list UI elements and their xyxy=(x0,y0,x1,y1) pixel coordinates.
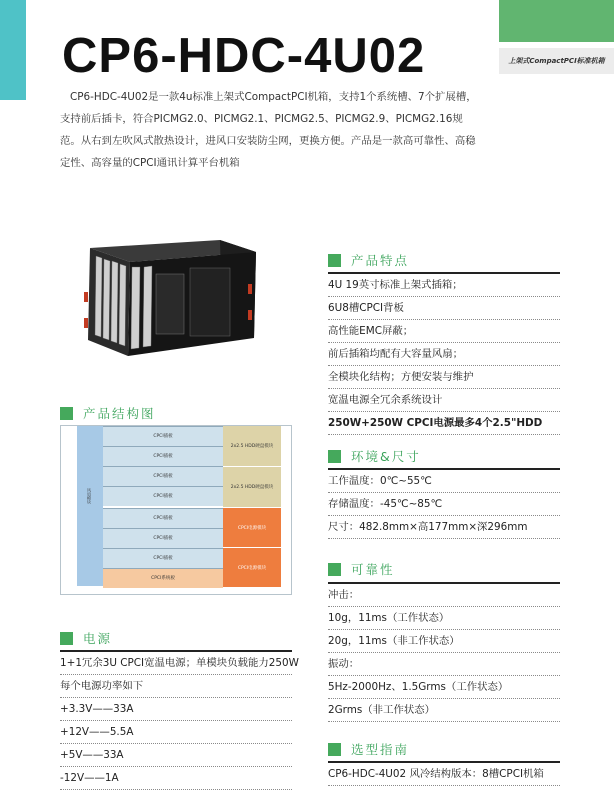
environment-item: 存储温度：-45℃~85℃ xyxy=(328,493,560,516)
environment-list xyxy=(328,470,560,539)
reliability-item: 冲击： xyxy=(328,584,560,607)
page-title: CP6-HDC-4U02 xyxy=(62,29,426,83)
power-list xyxy=(60,652,299,790)
hdd-module-2: 2x2.5 HDD硬盘模块 xyxy=(223,467,281,507)
slot-1: CPCI插板 xyxy=(103,426,223,446)
power-heading xyxy=(60,629,112,647)
psu-module-1: CPCI电源模块 xyxy=(223,508,281,547)
intro-paragraph xyxy=(60,86,478,174)
power-item: 1+1冗余3U CPCI宽温电源；单模块负载能力250W xyxy=(60,652,292,675)
power-item: +12V——5.5A xyxy=(60,721,292,744)
slot-7: CPCI插板 xyxy=(103,548,223,568)
bullet-square-icon xyxy=(328,254,341,267)
environment-heading-text: 环境&尺寸 xyxy=(351,449,421,464)
power-item: -12V——1A xyxy=(60,767,292,790)
reliability-heading xyxy=(328,560,395,578)
selection-heading xyxy=(328,740,409,758)
slot-2: CPCI插板 xyxy=(103,446,223,466)
bullet-square-icon xyxy=(328,743,341,756)
slot-3: CPCI插板 xyxy=(103,466,223,486)
power-item: +5V——33A xyxy=(60,744,292,767)
features-heading xyxy=(328,251,409,269)
slot-4: CPCI插板 xyxy=(103,486,223,506)
left-accent-bar xyxy=(0,0,26,100)
feature-item: 宽温电源全冗余系统设计 xyxy=(328,389,560,412)
selection-item: CP6-HDC-4U02 风冷结构版本：8槽CPCI机箱 xyxy=(328,763,560,786)
feature-item: 高性能EMC屏蔽； xyxy=(328,320,560,343)
environment-heading xyxy=(328,447,421,465)
slot-5: CPCI插板 xyxy=(103,508,223,528)
reliability-item: 5Hz-2000Hz、1.5Grms（工作状态） xyxy=(328,676,560,699)
features-list xyxy=(328,274,560,435)
chassis-image xyxy=(70,234,258,364)
structure-heading xyxy=(60,404,156,422)
top-accent-block xyxy=(499,0,614,42)
feature-item: 250W+250W CPCI电源最多4个2.5"HDD xyxy=(328,412,560,435)
bullet-square-icon xyxy=(328,563,341,576)
feature-item: 6U8槽CPCI背板 xyxy=(328,297,560,320)
reliability-item: 振动： xyxy=(328,653,560,676)
reliability-item: 10g，11ms（工作状态） xyxy=(328,607,560,630)
hdd-module-1: 2x2.5 HDD硬盘模块 xyxy=(223,426,281,466)
feature-item: 全模块化结构；方便安装与维护 xyxy=(328,366,560,389)
slot-6: CPCI插板 xyxy=(103,528,223,548)
reliability-item: 2Grms（非工作状态） xyxy=(328,699,560,722)
bullet-square-icon xyxy=(60,407,73,420)
psu-module-2: CPCI电源模块 xyxy=(223,548,281,587)
environment-item: 尺寸：482.8mm×高177mm×深296mm xyxy=(328,516,560,539)
reliability-heading-text: 可靠性 xyxy=(351,562,395,577)
structure-diagram xyxy=(60,425,292,595)
fan-module-label: 风扇模块 xyxy=(87,488,92,504)
reliability-list xyxy=(328,584,560,722)
environment-item: 工作温度：0℃~55℃ xyxy=(328,470,560,493)
feature-item: 4U 19英寸标准上架式插箱； xyxy=(328,274,560,297)
selection-heading-text: 选型指南 xyxy=(351,742,410,757)
structure-heading-text: 产品结构图 xyxy=(83,406,156,421)
power-heading-text: 电源 xyxy=(83,631,113,646)
system-slot: CPCI系统板 xyxy=(103,568,223,588)
feature-item: 前后插箱均配有大容量风扇； xyxy=(328,343,560,366)
power-item: +3.3V——33A xyxy=(60,698,292,721)
category-tag: 上架式CompactPCI标准机箱 xyxy=(499,48,614,74)
fan-module-block xyxy=(77,426,103,586)
power-item: 每个电源功率如下 xyxy=(60,675,292,698)
selection-list xyxy=(328,763,560,786)
bullet-square-icon xyxy=(60,632,73,645)
features-heading-text: 产品特点 xyxy=(351,253,410,268)
reliability-item: 20g，11ms（非工作状态） xyxy=(328,630,560,653)
intro-text: CP6-HDC-4U02是一款4u标准上架式CompactPCI机箱，支持1个系统槽、7个扩展槽，支持前后插卡，符合PICMG2.0、PICMG2.1、PICMG2.5、PICMG2.9、PICMG2.16规范。从右到左吹风式散热设计，进风口安装防尘网，更换方便。产品是一款高可靠性、高稳定性、高容量的CPCI通讯计算平台机箱 xyxy=(60,91,477,169)
bullet-square-icon xyxy=(328,450,341,463)
